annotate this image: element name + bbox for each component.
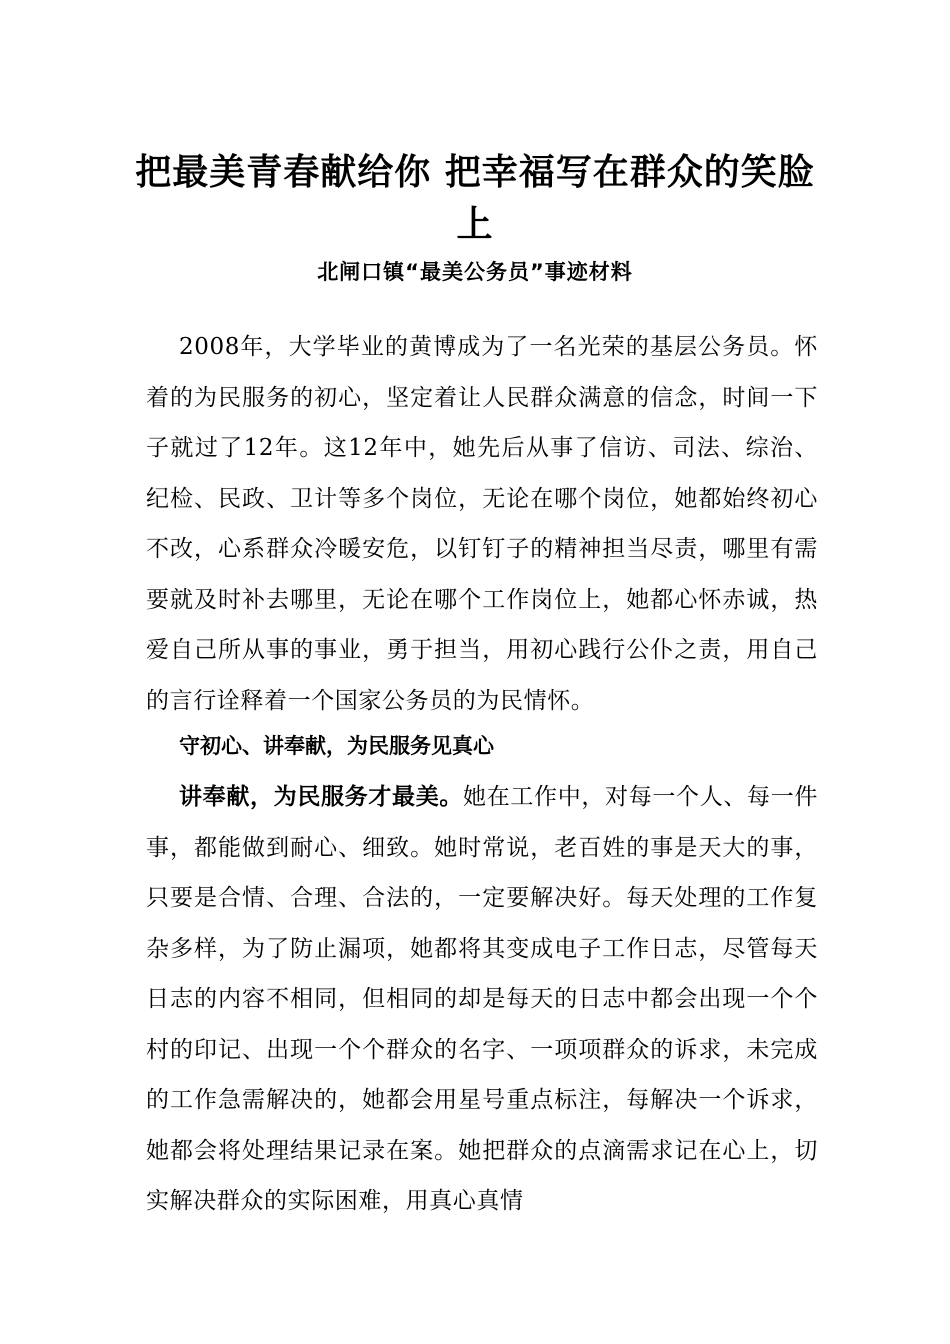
document-subtitle: 北闸口镇“最美公务员”事迹材料 <box>317 260 633 284</box>
section-heading: 守初心、讲奉献，为民服务见真心 <box>179 734 494 758</box>
paragraph-intro: 2008年，大学毕业的黄博成为了一名光荣的基层公务员。怀着的为民服务的初心，坚定着让人民群众满意的信念，时间一下子就过了12年。这12年中，她先后从事了信访、司法、综治、纪检、民政、卫计等多个岗位，无论在哪个岗位，她都始终初心不改，心系群众冷暖安危，以钉钉子的精神担当尽责，哪里有需要就及时补去哪里，无论在哪个工作岗位上，她都心怀赤诚，热爱自己所从事的事业，勇于担当，用初心践行公仆之责，用自己的言行诠释着一个国家公务员的为民情怀。 <box>146 334 818 714</box>
paragraph-lead: 讲奉献，为民服务才最美。 <box>179 783 464 810</box>
paragraph-body: 她在工作中，对每一个人、每一件事，都能做到耐心、细致。她时常说，老百姓的事是天大的事，只要是合情、合理、合法的，一定要解决好。每天处理的工作复杂多样，为了防止漏项，她都将其变成电子工作日志，尽管每天日志的内容不相同，但相同的却是每天的日志中都会出现一个个村的印记、出现一个个群众的名字、一项项群众的诉求，未完成的工作急需解决的，她都会用星号重点标注，每解决一个诉求，她都会将处理结果记录在案。她把群众的点滴需求记在心上，切实解决群众的实际困难，用真心真情 <box>146 784 818 1214</box>
document-title: 把最美青春献给你 把幸福写在群众的笑脸上 <box>135 151 815 245</box>
paragraph-dedication <box>146 772 818 1227</box>
